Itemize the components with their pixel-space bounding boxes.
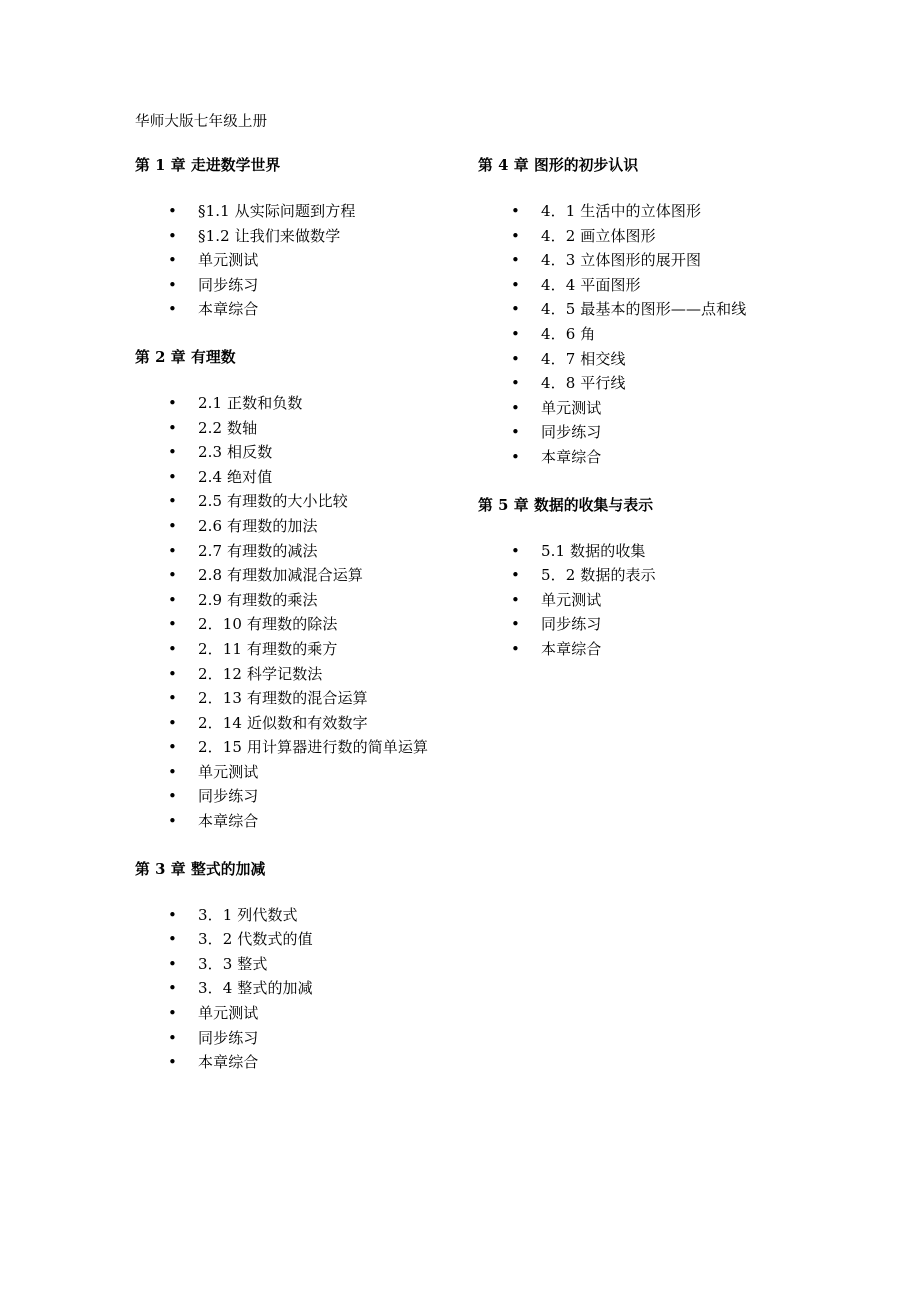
list-item-label: 单元测试 — [541, 590, 602, 609]
list-item — [478, 396, 838, 421]
chapter-block — [478, 155, 838, 470]
list-item — [135, 952, 495, 977]
chapter-heading: 第 1 章 走进数学世界 — [135, 157, 281, 174]
chapter-item-list — [135, 391, 495, 834]
bullet-icon: • — [168, 639, 177, 658]
list-item — [478, 347, 838, 372]
bullet-icon: • — [168, 787, 177, 806]
list-item-label: 2．14 近似数和有效数字 — [198, 713, 368, 732]
list-item — [478, 445, 838, 470]
left-column — [135, 155, 495, 1075]
chapter-block — [135, 859, 495, 1075]
list-item — [135, 637, 495, 662]
list-item-label: 本章综合 — [198, 1053, 259, 1072]
list-item-label: 同步练习 — [198, 1028, 259, 1047]
list-item-label: 2.4 绝对值 — [198, 467, 273, 486]
chapter-block — [135, 155, 495, 322]
list-item — [135, 662, 495, 687]
bullet-icon: • — [168, 930, 177, 949]
list-item — [135, 248, 495, 273]
list-item-label: 同步练习 — [198, 275, 259, 294]
bullet-icon: • — [511, 349, 520, 368]
list-item — [135, 440, 495, 465]
bullet-icon: • — [168, 1028, 177, 1047]
bullet-icon: • — [168, 738, 177, 757]
list-item — [135, 784, 495, 809]
list-item — [478, 539, 838, 564]
chapter-heading: 第 4 章 图形的初步认识 — [478, 157, 639, 174]
chapter-heading: 第 3 章 整式的加减 — [135, 860, 266, 878]
list-item-label: 本章综合 — [198, 300, 259, 319]
list-item-label: 2．13 有理数的混合运算 — [198, 689, 368, 708]
bullet-icon: • — [168, 1004, 177, 1023]
bullet-icon: • — [511, 566, 520, 585]
bullet-icon: • — [168, 443, 177, 462]
list-item-label: 2.5 有理数的大小比较 — [198, 492, 348, 511]
bullet-icon: • — [511, 398, 520, 417]
list-item — [135, 514, 495, 539]
list-item-label: 2．15 用计算器进行数的简单运算 — [198, 738, 429, 757]
list-item-label: 4．4 平面图形 — [541, 275, 641, 294]
bullet-icon: • — [168, 689, 177, 708]
list-item — [135, 489, 495, 514]
list-item-label: 同步练习 — [541, 615, 602, 634]
bullet-icon: • — [168, 954, 177, 973]
bullet-icon: • — [511, 300, 520, 319]
chapter-item-list — [478, 539, 838, 662]
chapter-block — [478, 495, 838, 662]
list-item-label: 5．2 数据的表示 — [541, 566, 656, 585]
list-item-label: 2.1 正数和负数 — [198, 393, 303, 412]
chapter-block — [135, 347, 495, 834]
list-item-label: 4．3 立体图形的展开图 — [541, 251, 702, 270]
bullet-icon: • — [511, 447, 520, 466]
list-item — [478, 297, 838, 322]
list-item-label: 本章综合 — [541, 447, 602, 466]
list-item-label: 2．12 科学记数法 — [198, 664, 323, 683]
bullet-icon: • — [511, 226, 520, 245]
bullet-icon: • — [168, 275, 177, 294]
list-item-label: 2.6 有理数的加法 — [198, 516, 318, 535]
list-item-label: 2.3 相反数 — [198, 443, 273, 462]
list-item — [135, 465, 495, 490]
chapter-item-list — [135, 199, 495, 322]
list-item-label: 3．2 代数式的值 — [198, 930, 313, 949]
bullet-icon: • — [511, 324, 520, 343]
list-item-label: 3．1 列代数式 — [198, 905, 298, 924]
bullet-icon: • — [168, 418, 177, 437]
list-item — [135, 686, 495, 711]
bullet-icon: • — [168, 664, 177, 683]
list-item — [478, 273, 838, 298]
list-item — [478, 248, 838, 273]
bullet-icon: • — [168, 492, 177, 511]
list-item-label: 5.1 数据的收集 — [541, 541, 646, 560]
list-item — [135, 1026, 495, 1051]
list-item-label: 3．3 整式 — [198, 954, 268, 973]
list-item-label: 4．6 角 — [541, 324, 596, 343]
list-item — [478, 224, 838, 249]
list-item-label: 2．10 有理数的除法 — [198, 615, 338, 634]
bullet-icon: • — [511, 251, 520, 270]
list-item-label: §1.1 从实际问题到方程 — [198, 202, 356, 220]
list-item-label: 同步练习 — [541, 423, 602, 442]
bullet-icon: • — [168, 590, 177, 609]
list-item — [135, 809, 495, 834]
bullet-icon: • — [168, 393, 177, 412]
chapter-item-list — [135, 903, 495, 1075]
list-item-label: 单元测试 — [198, 762, 259, 781]
bullet-icon: • — [511, 275, 520, 294]
list-item — [478, 588, 838, 613]
list-item — [135, 927, 495, 952]
list-item — [135, 391, 495, 416]
list-item — [135, 297, 495, 322]
list-item-label: 2.7 有理数的减法 — [198, 541, 318, 560]
bullet-icon: • — [511, 374, 520, 393]
list-item-label: 单元测试 — [198, 251, 259, 270]
bullet-icon: • — [168, 905, 177, 924]
list-item-label: 4．5 最基本的图形——点和线 — [541, 300, 747, 319]
bullet-icon: • — [168, 615, 177, 634]
list-item — [135, 224, 495, 249]
bullet-icon: • — [168, 202, 177, 220]
list-item — [135, 735, 495, 760]
bullet-icon: • — [168, 812, 177, 831]
list-item-label: 2．11 有理数的乘方 — [198, 639, 338, 658]
list-item — [135, 612, 495, 637]
bullet-icon: • — [168, 467, 177, 486]
list-item — [135, 588, 495, 613]
list-item-label: 4．2 画立体图形 — [541, 226, 656, 245]
list-item-label: 4．7 相交线 — [541, 349, 626, 368]
list-item-label: 单元测试 — [541, 398, 602, 417]
bullet-icon: • — [168, 516, 177, 535]
list-item-label: 2.2 数轴 — [198, 418, 258, 437]
list-item — [478, 637, 838, 662]
list-item-label: 本章综合 — [541, 639, 602, 658]
list-item — [135, 760, 495, 785]
bullet-icon: • — [511, 423, 520, 442]
list-item — [135, 563, 495, 588]
list-item-label: 4．1 生活中的立体图形 — [541, 202, 702, 220]
list-item — [135, 416, 495, 441]
bullet-icon: • — [511, 541, 520, 560]
list-item — [135, 1001, 495, 1026]
list-item — [135, 903, 495, 928]
bullet-icon: • — [168, 713, 177, 732]
right-column — [478, 155, 838, 662]
chapter-item-list — [478, 199, 838, 470]
list-item-label: 2.8 有理数加减混合运算 — [198, 566, 363, 585]
list-item — [478, 612, 838, 637]
bullet-icon: • — [168, 251, 177, 270]
list-item — [135, 711, 495, 736]
bullet-icon: • — [511, 639, 520, 658]
bullet-icon: • — [511, 590, 520, 609]
list-item — [478, 420, 838, 445]
bullet-icon: • — [168, 979, 177, 998]
bullet-icon: • — [168, 762, 177, 781]
bullet-icon: • — [511, 202, 520, 220]
list-item — [135, 273, 495, 298]
bullet-icon: • — [168, 566, 177, 585]
list-item — [478, 563, 838, 588]
list-item — [478, 199, 838, 224]
bullet-icon: • — [168, 226, 177, 245]
list-item — [135, 976, 495, 1001]
bullet-icon: • — [168, 541, 177, 560]
bullet-icon: • — [511, 615, 520, 634]
document-header: 华师大版七年级上册 — [135, 114, 268, 130]
list-item-label: 同步练习 — [198, 787, 259, 806]
list-item-label: 单元测试 — [198, 1004, 259, 1023]
list-item — [478, 322, 838, 347]
list-item-label: 本章综合 — [198, 812, 259, 831]
chapter-heading: 第 2 章 有理数 — [135, 348, 236, 366]
list-item — [135, 199, 495, 224]
bullet-icon: • — [168, 1053, 177, 1072]
list-item-label: 3．4 整式的加减 — [198, 979, 313, 998]
bullet-icon: • — [168, 300, 177, 319]
list-item-label: 2.9 有理数的乘法 — [198, 590, 318, 609]
list-item — [478, 371, 838, 396]
chapter-heading: 第 5 章 数据的收集与表示 — [478, 496, 654, 514]
list-item-label: 4．8 平行线 — [541, 374, 626, 393]
list-item-label: §1.2 让我们来做数学 — [198, 226, 341, 245]
list-item — [135, 1050, 495, 1075]
list-item — [135, 539, 495, 564]
